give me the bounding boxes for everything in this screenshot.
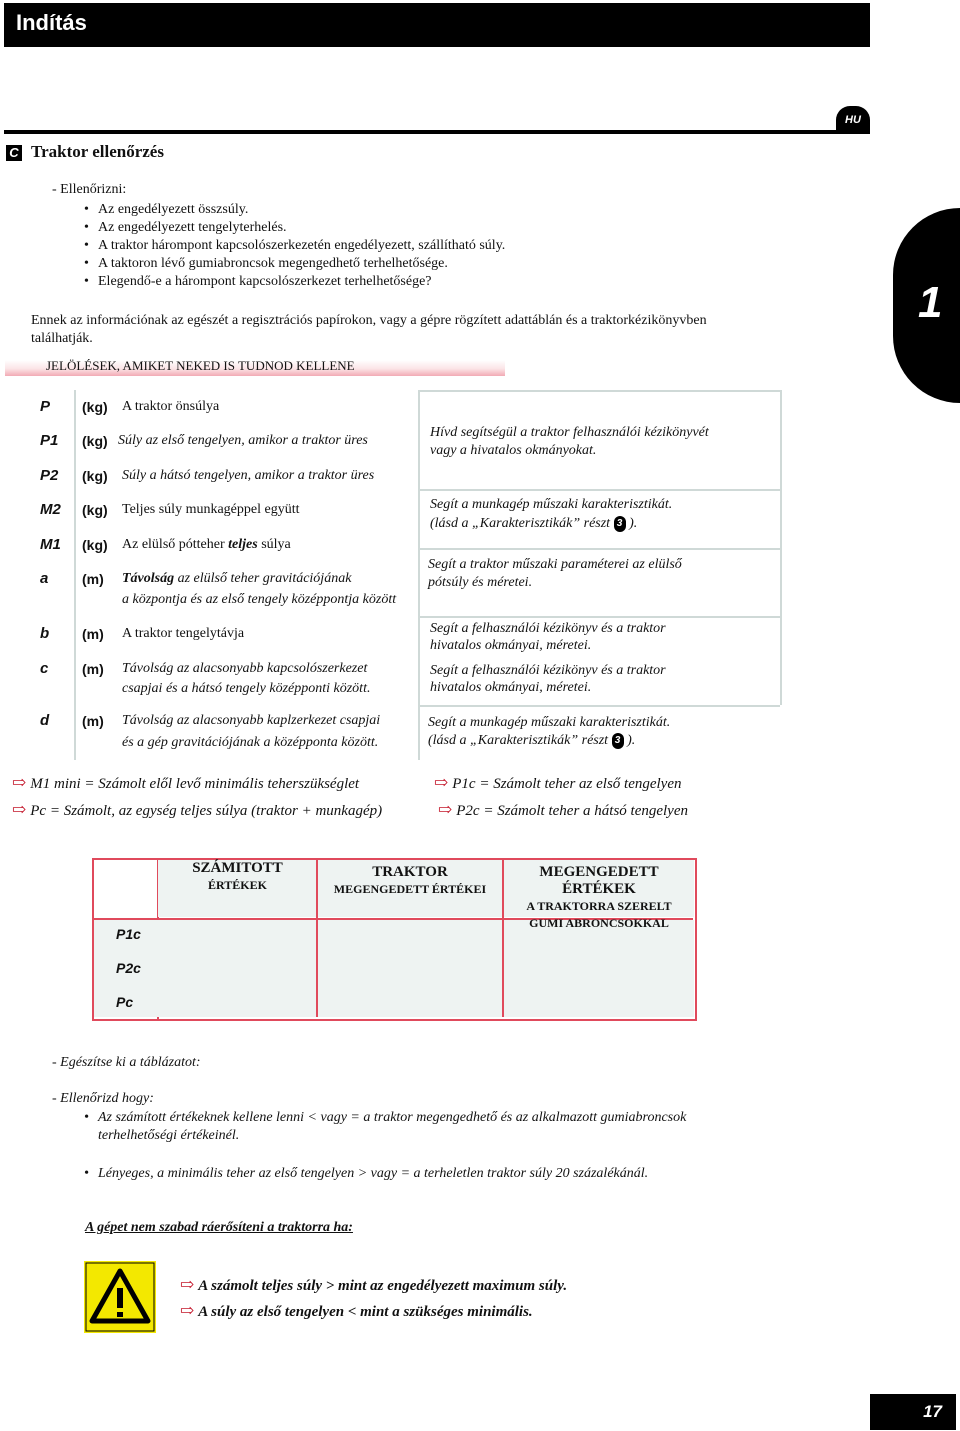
- legend-heading: JELÖLÉSEK, AMIKET NEKED IS TUDNOD KELLENE: [46, 358, 355, 373]
- note-text: [428, 733, 635, 749]
- page-number: 17: [870, 1394, 956, 1430]
- symbol-p2: P2: [40, 467, 59, 484]
- note-text: vagy a hivatalos okmányokat.: [430, 443, 597, 458]
- divider: [780, 390, 782, 705]
- description-part: Az elülső pótteher: [122, 537, 229, 552]
- description: a központja és az első tengely középpontja között: [122, 592, 397, 607]
- instruction-text: - Egészítse ki a táblázatot:: [52, 1055, 201, 1070]
- note-text: Segít a felhasználói kézikönyv és a traktor: [430, 663, 666, 678]
- column-divider: [502, 858, 504, 1017]
- list-item: • A taktoron lévő gumiabroncsok megengedhető terhelhetősége.: [98, 256, 448, 272]
- description: és a gép gravitációjának a középponta között.: [122, 735, 379, 750]
- divider: [4, 130, 870, 134]
- unit: (kg): [82, 502, 108, 518]
- arrow-right-icon: ⇨: [180, 1301, 195, 1320]
- unit: (kg): [82, 433, 108, 449]
- description: Távolság az alacsonyabb kapcsolószerkezet: [122, 661, 368, 676]
- note-part: ).: [627, 733, 636, 749]
- chapter-ref-badge: 3: [612, 733, 624, 749]
- warning-heading: A gépet nem szabad ráerősíteni a traktorra ha:: [85, 1220, 353, 1235]
- description: Súly az első tengelyen, amikor a traktor üres: [118, 433, 368, 448]
- description: Súly a hátsó tengelyen, amikor a traktor üres: [122, 468, 375, 483]
- column-header-tyres: [506, 864, 692, 932]
- table-row-label: Pc: [116, 994, 134, 1010]
- table-row-label: P2c: [116, 960, 141, 976]
- check-label: - Ellenőrizni:: [52, 182, 127, 197]
- formula-text: = Számolt teher az első tengelyen: [475, 776, 682, 792]
- formula-text: = Számolt elől levő minimális teherszükséglet: [80, 776, 360, 792]
- warning-row: [180, 1275, 567, 1295]
- symbol-c: c: [40, 660, 49, 677]
- instruction-text: - Ellenőrizd hogy:: [52, 1091, 154, 1106]
- description: csapjai és a hátsó tengely középponti között.: [122, 681, 371, 696]
- arrow-right-icon: ⇨: [12, 800, 27, 819]
- note-part: ).: [629, 516, 638, 532]
- header-line: SZÁMITOTT: [192, 860, 283, 876]
- note-text: hivatalos okmányai, méretei.: [430, 638, 592, 653]
- formula-symbol: M1 mini: [30, 776, 81, 792]
- symbol-p: P: [40, 398, 51, 415]
- warning-sign: [84, 1261, 156, 1333]
- unit: (kg): [82, 468, 108, 484]
- formula-row: [438, 800, 688, 820]
- divider: [418, 616, 780, 618]
- note-text: Segít a traktor műszaki paraméterei az elülső: [428, 557, 682, 572]
- formula-row: [434, 773, 682, 793]
- header-line: GUMI ABRONCSOKKAL: [529, 916, 669, 930]
- symbol-m2: M2: [40, 501, 61, 518]
- list-item-continuation: terhelhetőségi értékeinél.: [98, 1128, 240, 1143]
- chapter-number: 1: [918, 278, 943, 327]
- divider: [418, 705, 780, 707]
- formula-symbol: Pc: [30, 803, 47, 819]
- note-part: (lásd a „Karakterisztikák” részt: [430, 516, 611, 532]
- section-letter-badge: C: [6, 145, 22, 161]
- formula-row: [12, 773, 359, 793]
- symbol-d: d: [40, 712, 50, 729]
- unit: (m): [82, 661, 104, 677]
- header-line: A TRAKTORRA SZERELT: [526, 899, 672, 913]
- formula-row: [12, 800, 382, 820]
- warning-item: A súly az első tengelyen < mint a szükséges minimális.: [198, 1304, 533, 1320]
- header-line: ÉRTÉKEK: [208, 878, 267, 892]
- note-text: Hívd segítségül a traktor felhasználói kézikönyvét: [430, 425, 709, 440]
- description: A traktor tengelytávja: [122, 626, 245, 641]
- note-text: Segít a felhasználói kézikönyv és a traktor: [430, 621, 666, 636]
- arrow-right-icon: ⇨: [438, 800, 453, 819]
- note-text: [430, 516, 637, 532]
- divider: [418, 489, 780, 491]
- unit: (m): [82, 713, 104, 729]
- list-item: • Elegendő-e a hárompont kapcsolószerkezet terhelhetősége?: [98, 274, 432, 290]
- unit: (kg): [82, 399, 108, 415]
- column-header-tractor: [320, 864, 500, 898]
- section-title: Traktor ellenőrzés: [31, 142, 164, 161]
- list-item: • Az engedélyezett összsúly.: [98, 202, 248, 218]
- note-text: Segít a munkagép műszaki karakterisztikát.: [430, 497, 673, 512]
- list-item: • Az engedélyezett tengelyterhelés.: [98, 220, 287, 236]
- description: [122, 537, 291, 553]
- description-part: súlya: [257, 537, 291, 552]
- warning-row: [180, 1301, 533, 1321]
- warning-item: A számolt teljes súly > mint az engedélyezett maximum súly.: [198, 1278, 568, 1294]
- unit: (m): [82, 571, 104, 587]
- info-text: Ennek az információnak az egészét a regisztrációs papírokon, vagy a gépre rögzített adattáblán és a traktorkézikönyvben: [31, 313, 707, 328]
- arrow-right-icon: ⇨: [180, 1275, 195, 1294]
- chapter-ref-badge: 3: [614, 516, 626, 532]
- divider: [74, 390, 76, 760]
- unit: (kg): [82, 537, 108, 553]
- note-text: pótsúly és méretei.: [428, 575, 533, 590]
- header-line: MEGENGEDETT ÉRTÉKEI: [333, 882, 487, 896]
- page-title: Indítás: [16, 10, 87, 35]
- info-text: találhatják.: [31, 331, 93, 346]
- arrow-right-icon: ⇨: [434, 773, 449, 792]
- language-badge: HU: [836, 106, 870, 132]
- header-bar: [4, 3, 870, 47]
- note-text: Segít a munkagép műszaki karakterisztikát.: [428, 715, 671, 730]
- description: Teljes súly munkagéppel együtt: [122, 502, 300, 517]
- list-item: • Lényeges, a minimális teher az első tengelyen > vagy = a terheletlen traktor súly 20 százalékánál.: [98, 1166, 648, 1182]
- table-body-bg: [94, 920, 694, 1017]
- divider: [418, 390, 780, 392]
- unit: (m): [82, 626, 104, 642]
- description-emphasis: Távolság: [122, 571, 175, 586]
- list-item: • A traktor hárompont kapcsolószerkezetén engedélyezett, szállítható súly.: [98, 238, 505, 254]
- arrow-right-icon: ⇨: [12, 773, 27, 792]
- note-part: (lásd a „Karakterisztikák” részt: [428, 733, 609, 749]
- description: [122, 571, 351, 587]
- list-item: • Az számított értékeknek kellene lenni < vagy = a traktor megengedhető és az alkalmazott gumiabroncsok: [98, 1110, 686, 1126]
- formula-symbol: P2c: [456, 803, 480, 819]
- description: Távolság az alacsonyabb kaplzerkezet csapjai: [122, 713, 381, 728]
- symbol-b: b: [40, 625, 50, 642]
- description-emphasis: teljes: [228, 537, 258, 552]
- formula-text: = Számolt teher a hátsó tengelyen: [479, 803, 688, 819]
- warning-triangle-icon: [84, 1261, 156, 1333]
- description: A traktor önsúlya: [122, 399, 220, 414]
- column-divider: [316, 858, 318, 1017]
- table-row-label: P1c: [116, 926, 141, 942]
- description-part: az elülső teher gravitációjának: [174, 571, 352, 586]
- symbol-m1: M1: [40, 536, 61, 553]
- header-line: TRAKTOR: [372, 864, 448, 880]
- divider: [418, 548, 780, 550]
- formula-text: = Számolt, az egység teljes súlya (traktor + munkagép): [46, 803, 383, 819]
- symbol-a: a: [40, 570, 49, 587]
- symbol-p1: P1: [40, 432, 59, 449]
- header-line: MEGENGEDETT ÉRTÉKEK: [539, 864, 659, 897]
- note-text: hivatalos okmányai, méretei.: [430, 680, 592, 695]
- calculation-table: [92, 858, 697, 1021]
- formula-symbol: P1c: [452, 776, 476, 792]
- column-header-calculated: [160, 860, 315, 894]
